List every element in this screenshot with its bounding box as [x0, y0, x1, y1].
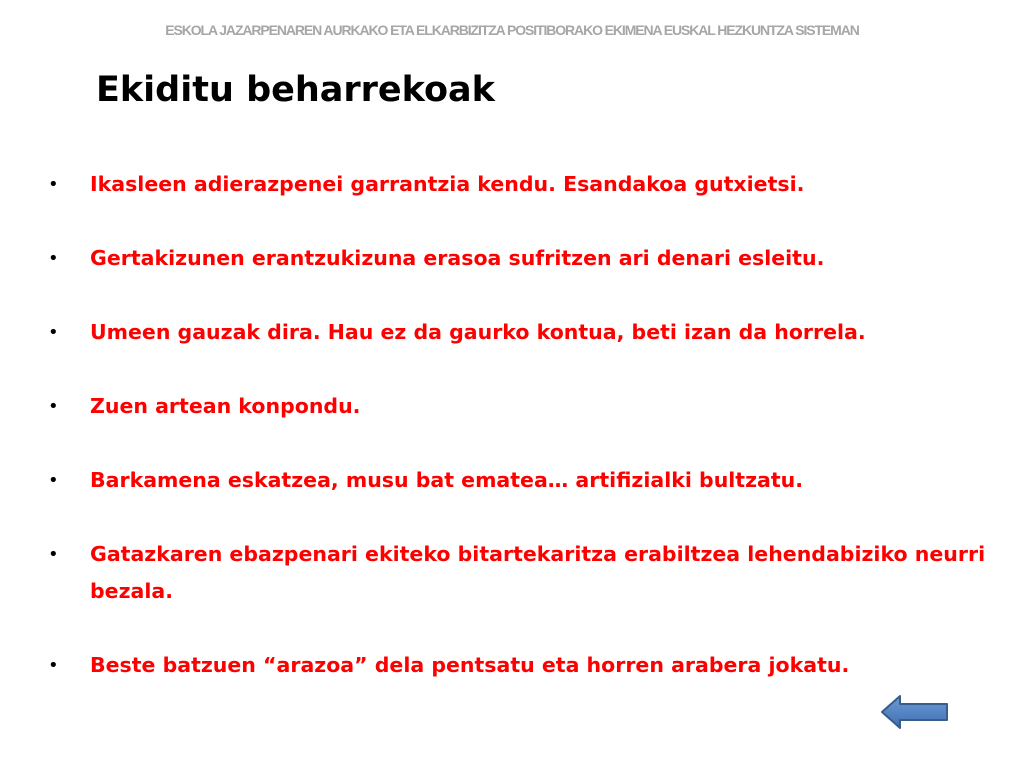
bullet-dot-icon: • — [48, 174, 59, 195]
bullet-item — [48, 462, 1008, 499]
bullet-dot-icon: • — [48, 322, 59, 343]
back-arrow-button[interactable] — [880, 694, 950, 730]
bullet-text: Gatazkaren ebazpenari ekiteko bitartekaritza erabiltzea lehendabiziko neurri bezala. — [90, 542, 986, 603]
header-banner: ESKOLA JAZARPENAREN AURKAKO ETA ELKARBIZITZA POSITIBORAKO EKIMENA EUSKAL HEZKUNTZA SISTEMAN — [165, 22, 859, 38]
bullet-text: Ikasleen adierazpenei garrantzia kendu. Esandakoa gutxietsi. — [90, 172, 805, 196]
bullet-dot-icon: • — [48, 470, 59, 491]
bullet-text: Beste batzuen “arazoa” dela pentsatu eta horren arabera jokatu. — [90, 653, 850, 677]
bullet-text: Gertakizunen erantzukizuna erasoa sufritzen ari denari esleitu. — [90, 246, 825, 270]
bullet-dot-icon: • — [48, 544, 59, 565]
bullet-item — [48, 240, 1008, 277]
bullet-item — [48, 314, 1008, 351]
bullet-text: Barkamena eskatzea, musu bat ematea… artifizialki bultzatu. — [90, 468, 804, 492]
bullet-item — [48, 388, 1008, 425]
bullet-dot-icon: • — [48, 248, 59, 269]
bullet-list — [48, 166, 1008, 721]
left-arrow-icon — [880, 694, 950, 730]
bullet-text: Zuen artean konpondu. — [90, 394, 361, 418]
bullet-dot-icon: • — [48, 396, 59, 417]
bullet-dot-icon: • — [48, 655, 59, 676]
bullet-item — [48, 536, 1008, 610]
bullet-item — [48, 647, 1008, 684]
bullet-text: Umeen gauzak dira. Hau ez da gaurko kontua, beti izan da horrela. — [90, 320, 866, 344]
bullet-item — [48, 166, 1008, 203]
slide-title: Ekiditu beharrekoak — [96, 70, 495, 110]
